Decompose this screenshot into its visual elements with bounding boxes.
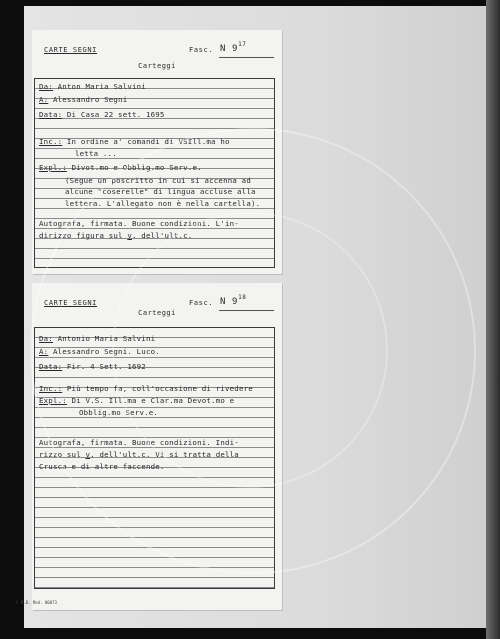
- explicit-row: Expl.: Divot.mo e Obblig.mo Serv.e.: [39, 163, 202, 172]
- date-row: Data: Fir. 4 Sett. 1692: [39, 362, 146, 371]
- fasc-underline: [219, 57, 274, 58]
- fasc-number: N $9^{17}$: [220, 41, 247, 54]
- description-line: Autografa, firmata. Buone condizioni. L'in-: [39, 219, 239, 228]
- card-header: [44, 30, 274, 60]
- incipit-row: Inc.: In ordine a' comandi di VSIll.ma ho: [39, 137, 230, 146]
- page-edge: [486, 0, 500, 639]
- fasc-number: N $9^{18}$: [220, 294, 247, 307]
- watermark-seal-inner: [112, 212, 388, 488]
- explicit-cont: Obblig.mo Serv.e.: [79, 408, 159, 417]
- incipit-row: Inc.: Più tempo fa, coll'occasione di rivedere: [39, 384, 253, 393]
- card-category: CARTE SEGNI: [44, 46, 97, 54]
- sender-row: Da: Antonio Maria Salvini: [39, 334, 156, 343]
- explicit-row: Expl.: Di V.S. Ill.ma e Clar.ma Devot.mo e: [39, 396, 235, 405]
- note-line: lettera. L'allegato non è nella cartella).: [65, 199, 261, 208]
- card-title: Carteggi: [138, 62, 176, 70]
- note-line: (Segue un poscritto in cui si accenna ad: [65, 176, 251, 185]
- card-category: CARTE SEGNI: [44, 299, 97, 307]
- card-title: Carteggi: [138, 309, 176, 317]
- description-line: Crusca e di altre faccende.: [39, 462, 165, 471]
- fasc-label: Fasc.: [189, 46, 214, 54]
- description-line: Autografa, firmata. Buone condizioni. Indi-: [39, 438, 239, 447]
- description-line: rizzo sul v. dell'ult.c. Vi si tratta della: [39, 450, 239, 459]
- note-line: alcune "coserelle" di lingua accluse alla: [65, 187, 256, 196]
- incipit-cont: letta ...: [75, 149, 117, 158]
- recipient-row: A: Alessandro Segni: [39, 95, 128, 104]
- recipient-row: A: Alessandro Segni. Luco.: [39, 347, 160, 356]
- description-line: dirizzo figura sul v. dell'ult.c.: [39, 231, 193, 240]
- date-row: Data: Di Casa 22 sett. 1695: [39, 110, 165, 119]
- fasc-label: Fasc.: [189, 299, 214, 307]
- sender-row: Da: Anton Maria Salvini: [39, 82, 146, 91]
- form-code: F.M.B. Mod. 00073: [16, 600, 57, 605]
